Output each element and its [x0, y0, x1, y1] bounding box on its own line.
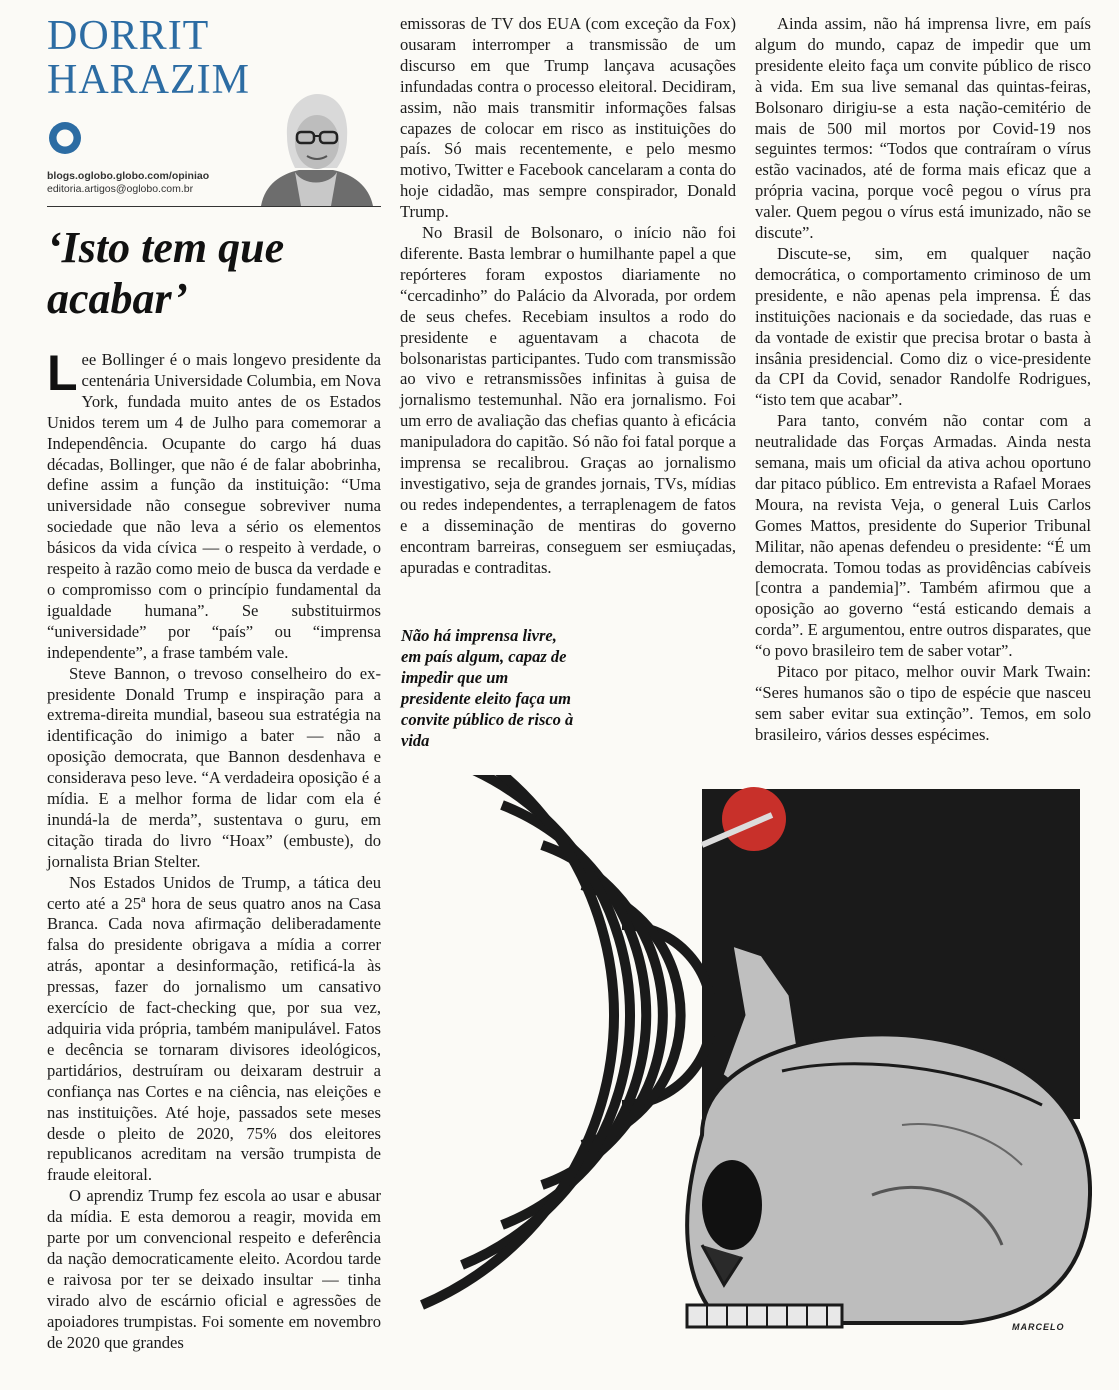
paragraph-2: Steve Bannon, o trevoso conselheiro do ex-presidente Donald Trump e inspiração para a extrema-direita mundial, baseou sua estratégia na identificação do inimigo a bater — não a oposição democrata, que Bannon desdenhava e considerava peso leve. “A verdadeira oposição é a mídia. E a melhor forma de lidar com ela é inundá-la de merda”, sustentava o guru, em citação tirada do livro “Hoax” (embuste), do jornalista Brian Stelter.: [47, 663, 381, 871]
paragraph-9: Para tanto, convém não contar com a neutralidade das Forças Armadas. Ainda nesta semana, mais um oficial da ativa achou oportuno dar pitaco público. Em entrevista a Rafael Moraes Moura, na revista Veja, o general Luis Carlos Gomes Mattos, presidente do Superior Tribunal Militar, não apenas defendeu o presidente: “É um democrata. Tomou todas as providências cabíveis [contra a pandemia]”. Também afirmou que a oposição ao governo “está esticando demais a corda”. E argumentou, entre outros disparates, que “o povo brasileiro tem de saber votar”.: [755, 411, 1091, 661]
paragraph-4: O aprendiz Trump fez escola ao usar e abusar da mídia. E esta demorou a reagir, movida em parte por um convencional respeito e deferência da nação democraticamente eleito. Acordou tarde e raivosa por ter se deixado insultar — tinha virado alvo de escárnio oficial e agressões de apoiadores trumpistas. Foi somente em novembro de 2020 que grandes: [47, 1186, 381, 1352]
skull-illustration: [402, 775, 1092, 1343]
drop-cap: L: [47, 345, 78, 401]
blog-link[interactable]: blogs.oglobo.globo.com/opiniao: [47, 170, 210, 182]
globo-logo-icon: [47, 120, 83, 156]
paragraph-8: Discute-se, sim, em qualquer nação democrática, o comportamento criminoso de um presidente, e não apenas pela imprensa. É das instituições nacionais e da sociedade, das ruas e da vontade de existir que precisa brotar o basta à insânia presidencial. Como diz o vice-presidente da CPI da Covid, senador Randolfe Rodrigues, “isto tem que acabar”.: [755, 243, 1091, 410]
paragraph-7: Ainda assim, não há imprensa livre, em país algum do mundo, capaz de impedir que um presidente eleito faça um convite público de risco à vida. Em sua live semanal das quintas-feiras, Bolsonaro dirigiu-se a esta nação-cemitério de mais de 500 mil mortos por Covid-19 nos seguintes termos: “Todos que contraíram o vírus estão vacinados, até de forma mais eficaz que a própria vacina, porque você pegou o vírus pra valer. Quem pegou o vírus está imunizado, não se discute”.: [755, 14, 1091, 243]
paragraph-6: No Brasil de Bolsonaro, o início não foi diferente. Basta lembrar o humilhante papel a que repórteres foram expostos diariamente no “cercadinho” do Palácio da Alvorada, por ordem de seus chefes. Recebiam insultos a rodo do presidente e aguentavam a chacota de bolsonaristas participantes. Tudo com transmissão ao vivo e retransmissões infinitas à guisa de jornalismo testemunhal. Não era jornalismo. Foi um erro de avaliação das chefias quanto à eficácia manipuladora do capitão. Só não foi fatal porque a imprensa se recalibrou. Graças ao jornalismo investigativo, seja de grandes jornais, TVs, mídias ou redes independentes, a terraplenagem de fatos e a disseminação de mentiras do governo encontram barreiras, conseguem ser esmiuçadas, apuradas e contraditas.: [400, 223, 736, 577]
paragraph-1: [47, 345, 381, 664]
column-2: [400, 14, 736, 578]
email-link[interactable]: editoria.artigos@oglobo.com.br: [47, 183, 194, 195]
author-first-name: DORRIT: [47, 13, 210, 59]
illustrator-signature: MARCELO: [1012, 1322, 1065, 1332]
author-portrait: [251, 88, 381, 206]
column-1: [47, 345, 381, 1354]
column-3: [755, 14, 1091, 746]
headline: ‘Isto tem que acabar’: [47, 223, 285, 323]
pull-quote: Não há imprensa livre, em país algum, capaz de impedir que um presidente eleito faça um convite público de risco à vida: [401, 626, 574, 750]
paragraph-10: Pitaco por pitaco, melhor ouvir Mark Twain: “Seres humanos são o tipo de espécie que nasceu sem saber evitar sua extinção”. Temos, em solo brasileiro, vários desses espécimes.: [755, 662, 1091, 744]
author-last-name: HARAZIM: [47, 57, 250, 103]
paragraph-5: emissoras de TV dos EUA (com exceção da Fox) ousaram interromper a transmissão de um discurso em que Trump lançava acusações infundadas contra o processo eleitoral. Decidiram, assim, não mais transmitir informações falsas capazes de colocar em risco as instituições do país. Só mais recentemente, e pelo mesmo motivo, Twitter e Facebook cancelaram a conta do hoje cidadão, mas sempre conspirador, Donald Trump.: [400, 14, 736, 222]
paragraph-1-text: ee Bollinger é o mais longevo presidente da centenária Universidade Columbia, em Nova York, fundada muito antes de os Estados Unidos terem um 4 de Julho para comemorar a Independência. Ocupante do cargo há duas décadas, Bollinger, que não é de falar abobrinha, define assim a função da instituição: “Uma universidade não consegue sobreviver numa sociedade que não leva a sério os elementos básicos da vida cívica — o respeito à verdade, o respeito à razão como meio de busca da verdade e o compromisso com o princípio fundamental da igualdade humana”. Se substituirmos “universidade” por “país” ou “imprensa independente”, a frase também vale.: [47, 350, 381, 662]
header-divider: [47, 206, 381, 207]
author-contact: [47, 170, 209, 196]
author-name: [47, 14, 250, 102]
paragraph-3: Nos Estados Unidos de Trump, a tática deu certo até a 25ª hora de seus quatro anos na Casa Branca. Cada nova afirmação deliberadamente falsa do presidente obrigava a mídia a correr atrás, apontar a desinformação, retificá-la às pressas, fazer do jornalismo um cansativo exercício de fact-checking que, por sua vez, adquiria vida própria, também manipulável. Fatos e decência se tornaram divisores ideológicos, partidários, destruíram ou deixaram destruir a confiança nas Cortes e na ciência, nas eleições e nas instituições. Até hoje, passados sete meses desde o pleito de 2020, 75% dos eleitores republicanos acreditam na versão trumpista de fraude eleitoral.: [47, 872, 381, 1185]
